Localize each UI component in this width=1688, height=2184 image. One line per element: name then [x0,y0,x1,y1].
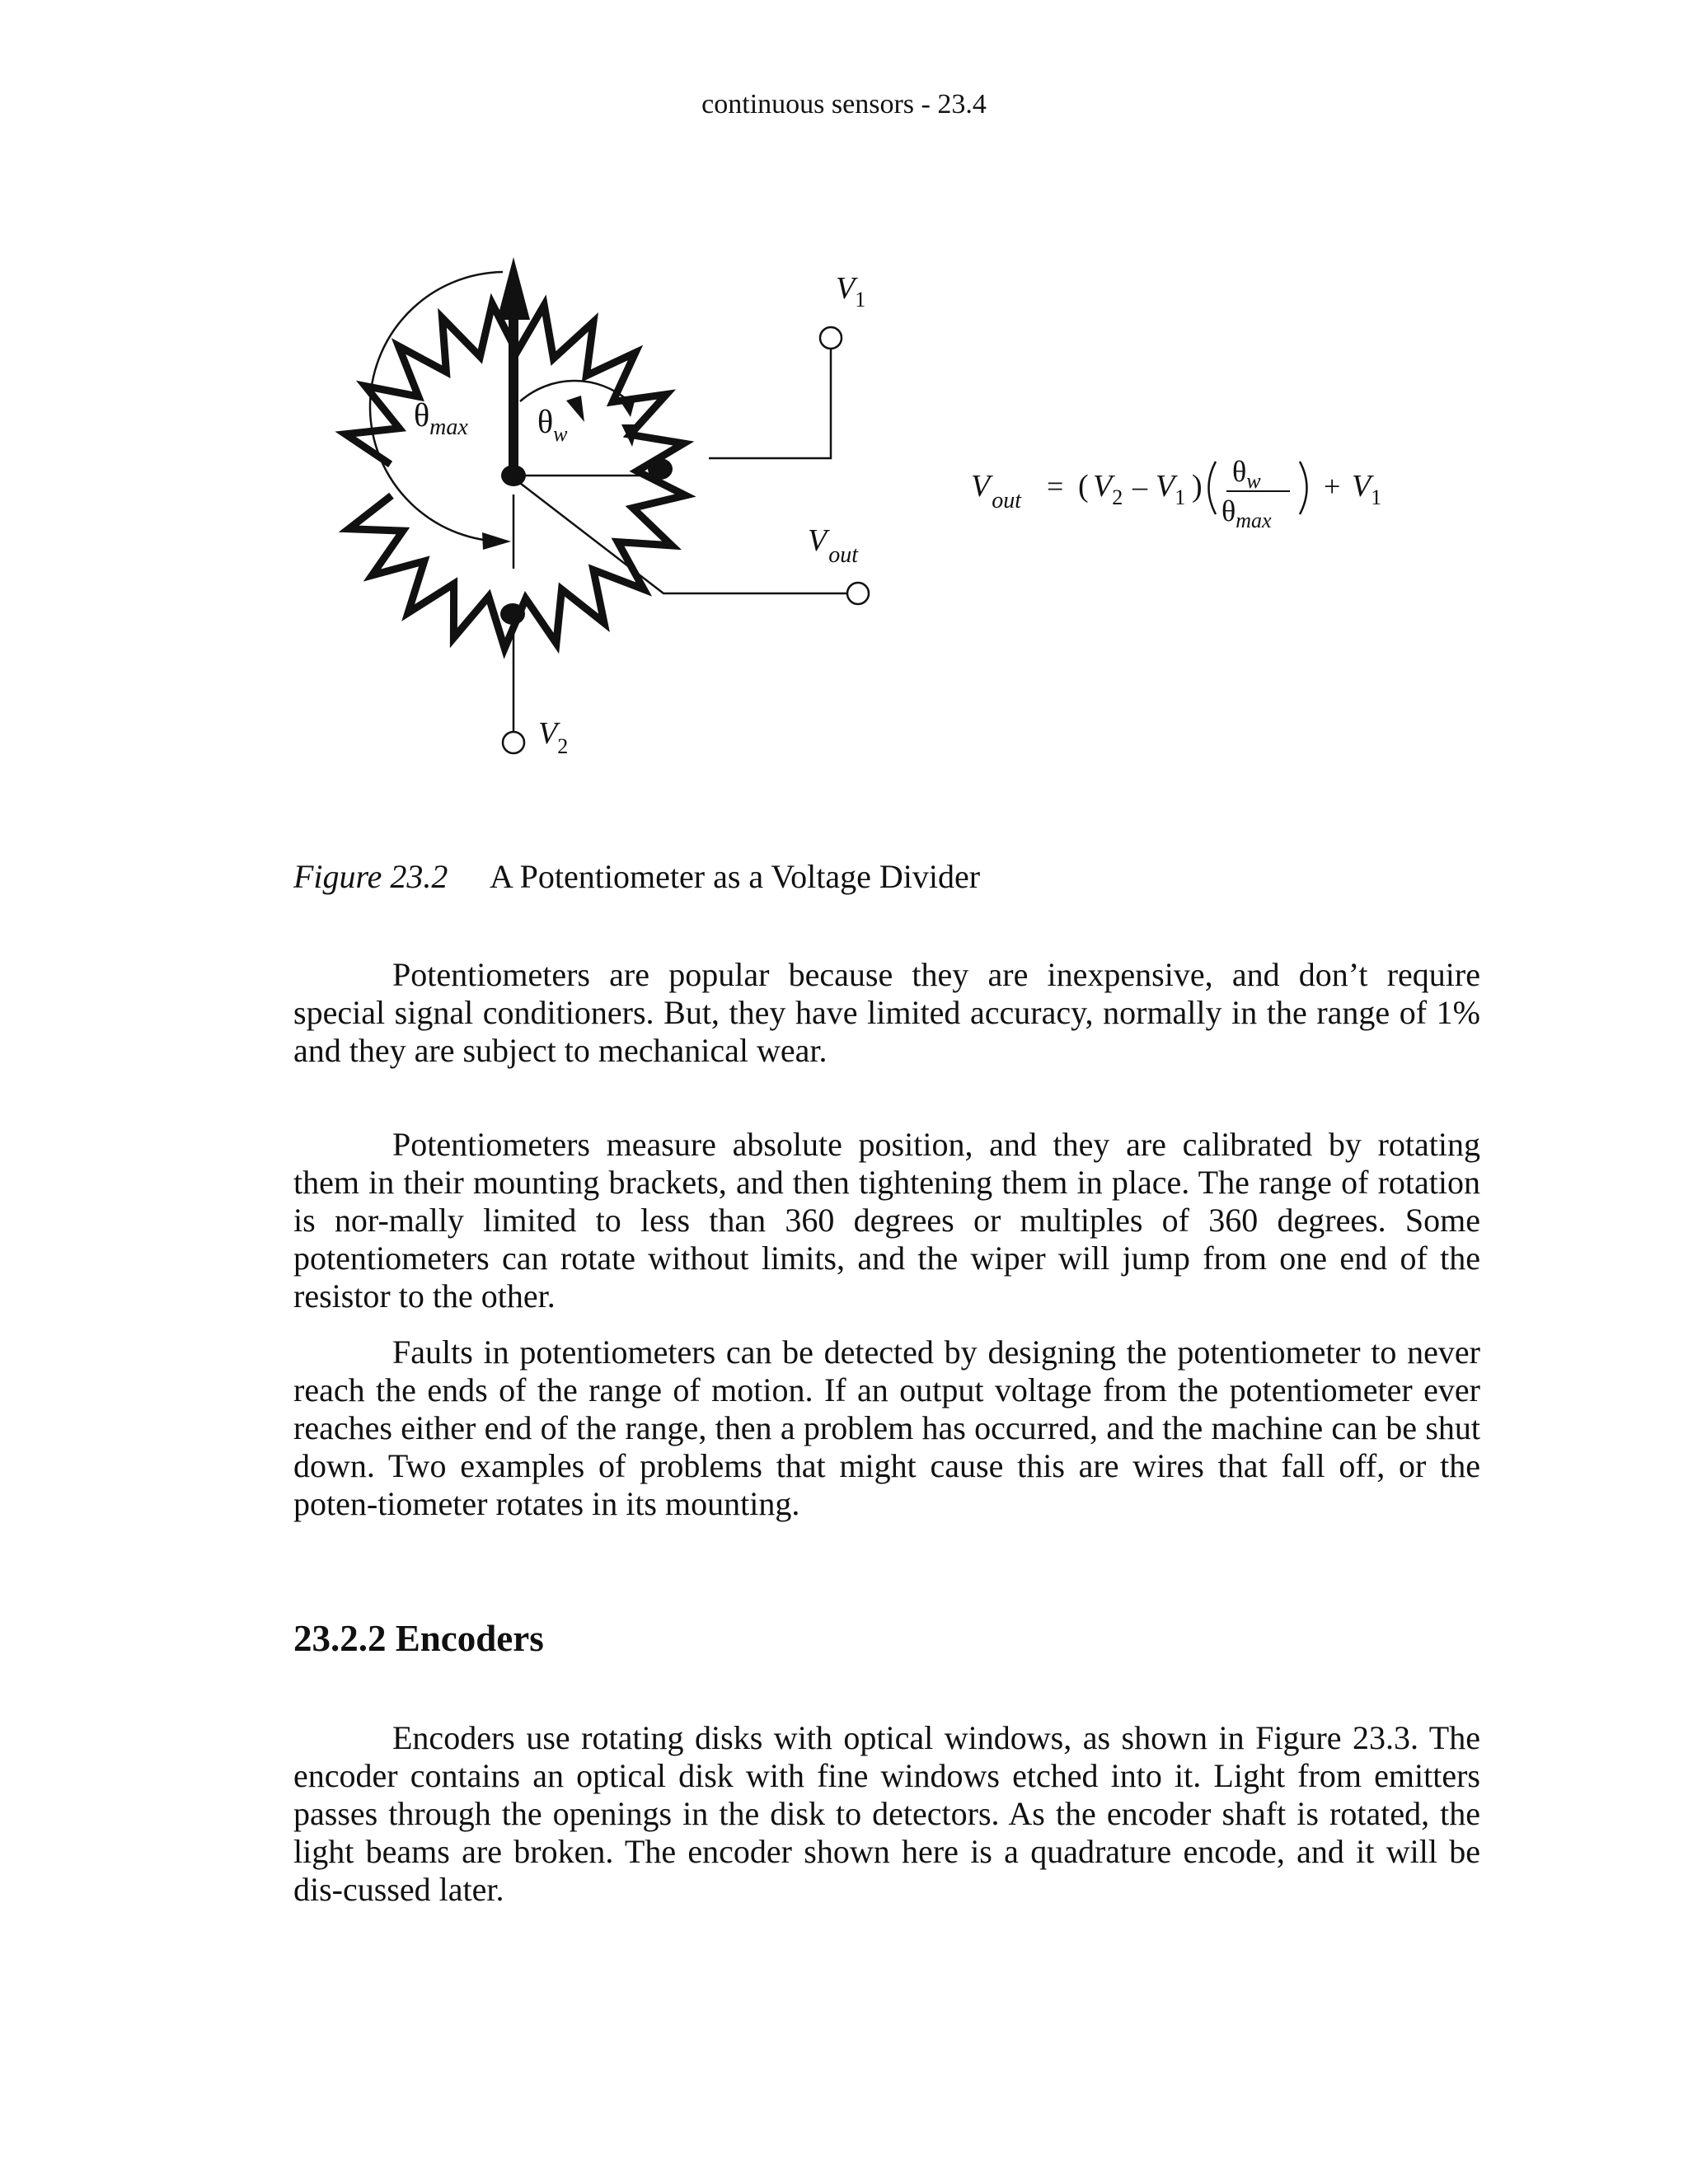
terminal-contact-2 [500,603,525,625]
encoders-paragraph: Encoders use rotating disks with optical windows, as shown in Figure 23.3. The encoder contains an optical disk with fine windows etched into it. Light from emitters passes through the openings in the disk to detectors. As the encoder shaft is rotated, the light beams are broken. The encoder shown here is a quadrature encode, and it will be dis-cussed later. [293,1719,1480,1908]
figure-number: Figure 23.2 [293,858,448,895]
figure-title: A Potentiometer as a Voltage Divider [490,858,981,895]
paragraph-2: Potentiometers measure absolute position, and they are calibrated by rotating them in their mounting brackets, and then tightening them in place. The range of rotation is nor-mally limited to less than 360 degrees or multiples of 360 degrees. Some potentiometers can rotate without limits, and the wiper will jump from one end of the resistor to the other. [293,1126,1480,1315]
svg-text:V1: $V_1$ [1352,469,1382,509]
v1-label: $V_1$ [836,271,866,312]
svg-text:Vout: $V_{out}$ [971,469,1021,513]
theta-w-arrowhead-small [566,396,584,422]
terminal-contact-1 [648,458,673,480]
svg-text:θw: $\theta_w$ [1232,455,1261,493]
page-header: continuous sensors - 23.4 [701,89,987,120]
svg-text:+: + [1324,470,1341,503]
svg-text:(: ( [1078,469,1089,504]
v2-label: $V_2$ [538,716,569,758]
voltage-divider-equation [971,455,1381,532]
paragraph-3: Faults in potentiometers can be detected by designing the potentiometer to never reach the ends of the range of motion. If an output voltage from the potentiometer ever reaches either end of the range, then a problem has occurred, and the machine can be shut down. Two examples of problems that might cause this are wires that fall off, or the poten-tiometer rotates in its mounting. [293,1333,1480,1522]
svg-text:V1: $V_1$ [1156,469,1186,509]
v1-wire [709,348,831,458]
v1-terminal [820,327,842,349]
theta-w-arrowhead-large [618,398,635,417]
figure-caption [293,857,980,896]
svg-text:θmax: $\theta_{max}$ [1221,494,1272,532]
vout-terminal [847,583,869,604]
vout-label: $V_{out}$ [808,523,858,568]
svg-text:=: = [1047,470,1064,503]
theta-max-label: $\theta_{max}$ [414,396,468,440]
wiper-arrow-head [497,257,530,320]
theta-w-label: $\theta_w$ [537,403,568,446]
paragraph-1: Potentiometers are popular because they are inexpensive, and don’t require special signal conditioners. But, they have limited accuracy, normally in the range of 1% and they are subject to mechanical wear. [293,956,1480,1069]
svg-text:V2: $V_2$ [1093,469,1123,509]
equation-left-paren [1209,462,1217,514]
equation-right-paren [1300,462,1307,514]
section-heading: 23.2.2 Encoders [293,1618,544,1659]
theta-max-arrowhead [482,532,511,550]
potentiometer-figure [280,239,1467,816]
svg-text:): ) [1192,469,1203,504]
svg-text:–: – [1132,470,1147,503]
v2-terminal [503,732,524,753]
